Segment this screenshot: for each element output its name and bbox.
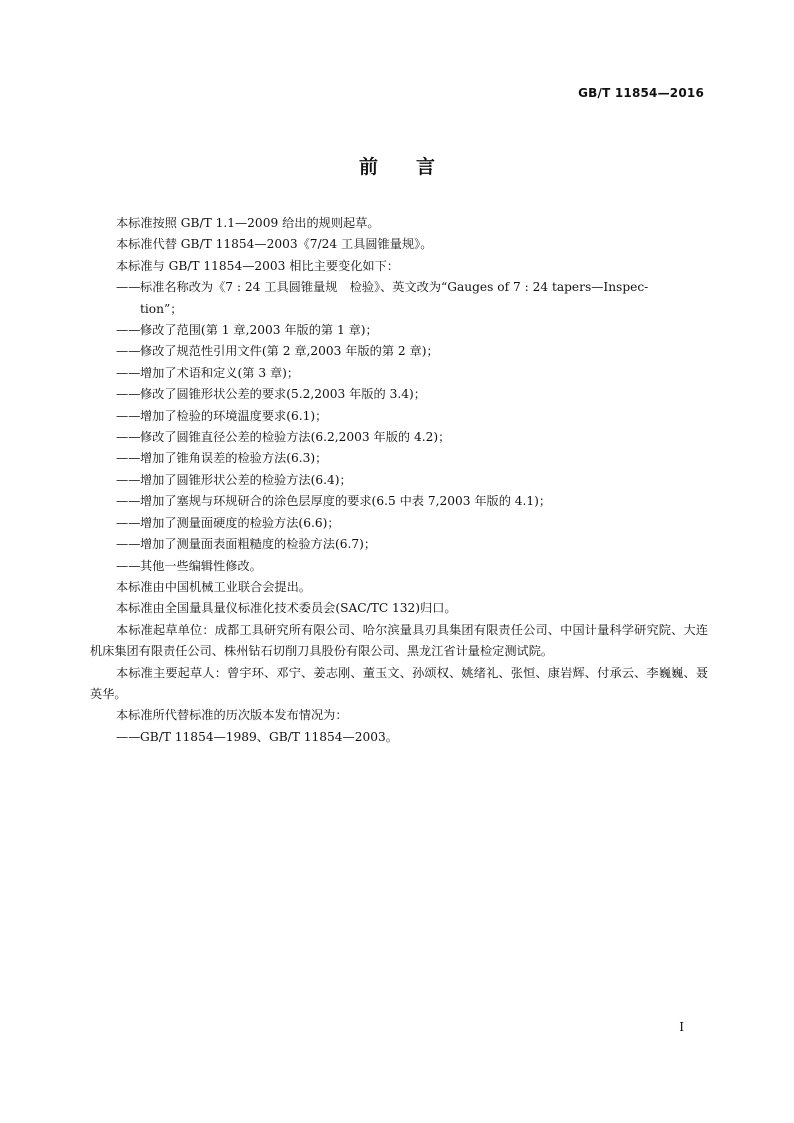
changes-list (90, 277, 708, 577)
list-dash: —— (116, 472, 141, 487)
list-item (90, 470, 708, 491)
list-item-continuation: tion”； (140, 301, 183, 316)
list-item-text: 修改了范围(第 1 章,2003 年版的第 1 章)； (140, 323, 378, 338)
list-dash: —— (116, 344, 141, 359)
list-item-text: 标准名称改为《7 : 24 工具圆锥量规 检验》、英文改为“Gauges of 7 : 24 tapers—Inspec- (140, 280, 649, 295)
list-dash: —— (116, 558, 141, 573)
list-dash: —— (116, 515, 141, 530)
paragraph-drafting-rules: 本标准按照 GB/T 1.1—2009 给出的规则起草。 (116, 216, 380, 230)
list-dash: —— (116, 537, 141, 552)
list-item-text: 增加了检验的环境温度要求(6.1)； (140, 408, 328, 423)
list-item-text: 增加了测量面表面粗糙度的检验方法(6.7)； (140, 537, 377, 552)
list-item (90, 727, 708, 748)
list-item-text: 增加了圆锥形状公差的检验方法(6.4)； (140, 472, 352, 487)
list-item-text: 增加了术语和定义(第 3 章)； (140, 365, 300, 380)
list-item-text: 增加了测量面硬度的检验方法(6.6)； (140, 515, 340, 530)
list-dash: —— (116, 365, 141, 380)
paragraph-proposer: 本标准由中国机械工业联合会提出。 (116, 579, 311, 594)
list-dash: —— (116, 494, 141, 509)
paragraph-drafters: 本标准主要起草人：曾宇环、邓宁、姜志刚、董玉文、孙颂权、姚绪礼、张恒、康岩辉、付承云、李巍巍、聂英华。 (90, 665, 708, 701)
list-dash: —— (116, 451, 141, 466)
standard-number: GB/T 11854—2016 (578, 86, 704, 100)
list-item-text: 增加了锥角误差的检验方法(6.3)； (140, 451, 328, 466)
list-item-text: 增加了塞规与环规研合的涂色层厚度的要求(6.5 中表 7,2003 年版的 4.1)； (140, 494, 552, 509)
list-dash: —— (116, 408, 141, 423)
list-item-text: GB/T 11854—1989、GB/T 11854—2003。 (140, 729, 398, 744)
paragraph-history-intro: 本标准所代替标准的历次版本发布情况为： (116, 708, 348, 723)
page-number: I (679, 1020, 684, 1034)
list-item (90, 320, 708, 341)
list-item (90, 277, 708, 298)
list-item (90, 491, 708, 512)
list-item (90, 513, 708, 534)
list-item-text: 修改了圆锥直径公差的检验方法(6.2,2003 年版的 4.2)； (140, 430, 451, 445)
list-item (90, 556, 708, 577)
list-item-text: 修改了圆锥形状公差的要求(5.2,2003 年版的 3.4)； (140, 387, 426, 402)
paragraph-committee: 本标准由全国量具量仪标准化技术委员会(SAC/TC 132)归口。 (116, 601, 457, 616)
list-item (90, 341, 708, 362)
list-item (90, 534, 708, 555)
list-item (90, 363, 708, 384)
page-title: 前言 (358, 156, 473, 178)
paragraph-changes-intro: 本标准与 GB/T 11854—2003 相比主要变化如下： (116, 258, 399, 273)
list-dash: —— (116, 323, 141, 338)
list-item (90, 384, 708, 405)
list-dash: —— (116, 430, 141, 445)
list-item-text: 修改了规范性引用文件(第 2 章,2003 年版的第 2 章)； (140, 344, 439, 359)
list-dash: —— (116, 387, 141, 402)
list-item (90, 427, 708, 448)
list-dash: —— (116, 729, 141, 744)
paragraph-drafting-units: 本标准起草单位：成都工具研究所有限公司、哈尔滨量具刃具集团有限责任公司、中国计量科学研究院、大连机床集团有限责任公司、株州钻石切削刀具股份有限公司、黑龙江省计量检定测试院。 (90, 622, 708, 659)
list-dash: —— (116, 280, 141, 295)
list-item (90, 448, 708, 469)
paragraph-replaces: 本标准代替 GB/T 11854—2003《7/24 工具圆锥量规》。 (116, 237, 433, 252)
list-item (90, 406, 708, 427)
list-item-text: 其他一些编辑性修改。 (140, 558, 262, 573)
document-body (90, 213, 708, 748)
